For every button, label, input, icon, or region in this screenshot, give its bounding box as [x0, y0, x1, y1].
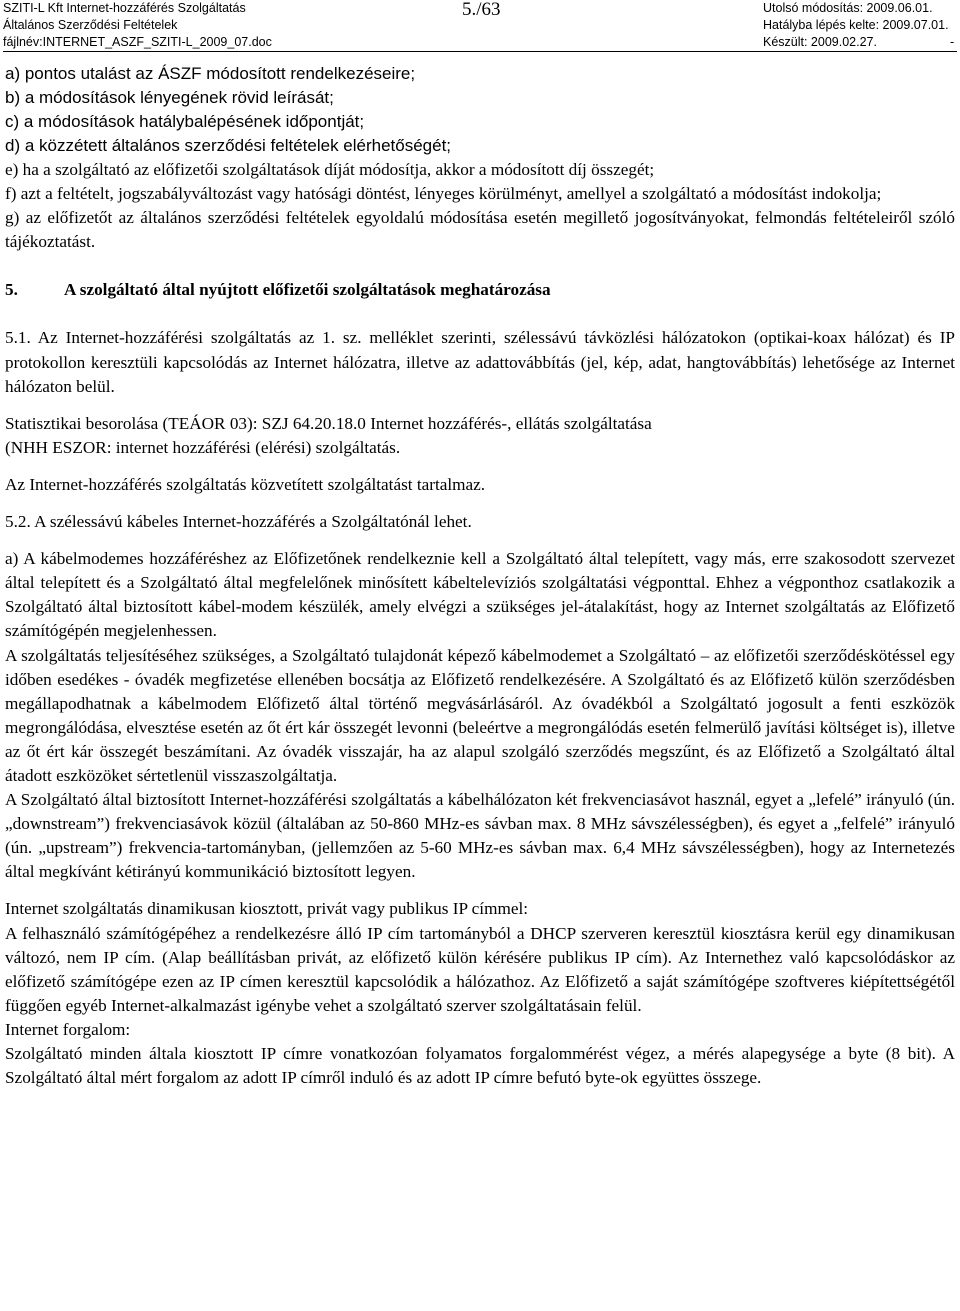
list-item-d: d) a közzétett általános szerződési feltételek elérhetőségét;: [5, 136, 452, 155]
modification-list-cont: [5, 158, 955, 1090]
cable-modem-access-paragraph: a) A kábelmodemes hozzáféréshez az Előfizetőnek rendelkeznie kell a Szolgáltató által telepített, vagy más, erre szakosodott szervezet által telepített és a Szolgáltató által megfelelőnek minősített kábeltelevíziós szolgáltatási végponttal. Ehhez a végponthoz csatlakozik a Szolgáltató által biztosított kábel-modem készülék, amely elvégzi a szükséges jel-átalakítást, hogy az Internet szolgáltatás az Előfizető számítógépén megjelenhessen.: [5, 549, 955, 641]
header-company: SZITI-L Kft Internet-hozzáférés Szolgáltatás: [3, 1, 246, 15]
frequency-bands-paragraph: A Szolgáltató által biztosított Internet-hozzáférési szolgáltatás a kábelhálózaton két frekvenciasávot használ, egyet a „lefelé” irányuló (ún. „downstream”) frekvenciasávok közül (általában az 50-860 MHz-es sávban max. 8 MHz sávszélességben), és egyet a „felfelé” irányuló (ún. „upstream”) frekvencia-tartományban, (jellemzően az 5-60 MHz-es sávban max. 6,4 MHz sávszélességben), hogy az Internetezés által megkívánt kétirányú kommunikáció biztosított legyen.: [5, 790, 955, 882]
ip-address-paragraph: A felhasználó számítógépéhez a rendelkezésre álló IP cím tartományból a DHCP szerveren keresztül kiosztásra kerül egy dinamikusan változó, nem IP cím. (Alap beállításban privát, az előfizető külön kérésére publikus IP cím). Az Internethez való kapcsolódáskor az előfizető számítógépe ezen az IP címen keresztül kapcsolódik a hálózathoz. Az Előfizető a saját számítógépe szoftveres kiépítettségétől függően egyéb Internet-alkalmazást igénybe vehet a szolgáltató szerver szolgáltatásain felül.: [5, 923, 955, 1015]
section-5-2-title: 5.2. A szélessávú kábeles Internet-hozzáférés a Szolgáltatónál lehet.: [5, 512, 472, 532]
list-item-b: b) a módosítások lényegének rövid leírását;: [5, 88, 334, 107]
header-filename: fájlnév:INTERNET_ASZF_SZITI-L_2009_07.doc: [3, 35, 272, 49]
list-item-a: a) pontos utalást az ÁSZF módosított rendelkezéseire;: [5, 64, 416, 83]
statistical-classification: Statisztikai besorolása (TEÁOR 03): SZJ 64.20.18.0 Internet hozzáférés-, ellátás szolgáltatása: [5, 413, 652, 433]
cable-modem-deposit-paragraph: A szolgáltatás teljesítéséhez szükséges, a Szolgáltató tulajdonát képező kábelmodemet a Szolgáltató – az előfizetői szerződéskötéssel egy időben esedékes - óvadék megfizetése ellenében bocsátja az Előfizető rendelkezésére. A Szolgáltató és az Előfizető külön szerződésben megállapodhatnak a kábelmodem Előfizető által történő megvásárlásáról. Az óvadékból a Szolgáltató jogosult a fenti eszközök megrongálódása, elvesztése esetén az őt ért kár összegét levonni (beleértve a megrongálódás esetén felmerülő javítási költséget is), illetve az őt ért kár összegét beszámítani. Az óvadék visszajár, ha az alapul szolgáló szerződés megszűnt, és az Előfizető a Szolgáltató által átadott eszközöket sértetlenül visszaszolgáltatja.: [5, 645, 955, 785]
header-effective-date: Hatályba lépés kelte: 2009.07.01.: [763, 18, 949, 32]
ip-address-heading: Internet szolgáltatás dinamikusan kiosztott, privát vagy publikus IP címmel:: [5, 899, 529, 919]
section-5-number: 5.: [5, 280, 18, 300]
section-5-title: A szolgáltató által nyújtott előfizetői szolgáltatások meghatározása: [64, 280, 551, 300]
list-item-f: f) azt a feltételt, jogszabályváltozást vagy hatósági döntést, lényeges körülményt, amellyel a szolgáltató a módosítást indokolja;: [5, 184, 882, 204]
page-number: 5./63: [462, 0, 501, 20]
modification-list: [5, 62, 955, 158]
header-last-modified: Utolsó módosítás: 2009.06.01.: [763, 1, 933, 15]
list-item-e: e) ha a szolgáltató az előfizetői szolgáltatások díját módosítja, akkor a módosított díj összegét;: [5, 160, 655, 179]
page-header: [0, 0, 960, 50]
header-created-date: Készült: 2009.02.27.: [763, 35, 877, 49]
list-item-g: g) az előfizetőt az általános szerződési feltételek egyoldalú módosítása esetén megillető jogosítványokat, felmondás feltételeiről szóló tájékoztatást.: [5, 208, 955, 252]
header-dash: -: [950, 35, 955, 49]
document-body: [5, 62, 955, 1090]
internet-traffic-paragraph: Szolgáltató minden általa kiosztott IP címre vonatkozóan folyamatos forgalommérést végez, a mérés alapegysége a byte (8 bit). A Szolgáltató által mért forgalom az adott IP címről induló és az adott IP címre befutó byte-ok együttes összege.: [5, 1044, 955, 1088]
header-divider: [3, 51, 957, 52]
header-doc-title: Általános Szerződési Feltételek: [3, 18, 178, 32]
list-item-c: c) a módosítások hatálybalépésének időpontját;: [5, 112, 365, 131]
nhh-eszor-classification: (NHH ESZOR: internet hozzáférési (elérési) szolgáltatás.: [5, 437, 401, 457]
section-5-heading: [5, 278, 955, 302]
mediated-service-note: Az Internet-hozzáférés szolgáltatás közvetített szolgáltatást tartalmaz.: [5, 474, 486, 494]
section-5-1-text: 5.1. Az Internet-hozzáférési szolgáltatás az 1. sz. melléklet szerinti, szélessávú távközlési hálózatokon (optikai-koax hálózat) és IP protokollon keresztüli kapcsolódás az Internet hálózatra, illetve az adattovábbítás (jel, kép, adat, hangtovábbítás) lehetősége az Internet hálózaton belül.: [5, 328, 955, 396]
internet-traffic-heading: Internet forgalom:: [5, 1019, 131, 1039]
